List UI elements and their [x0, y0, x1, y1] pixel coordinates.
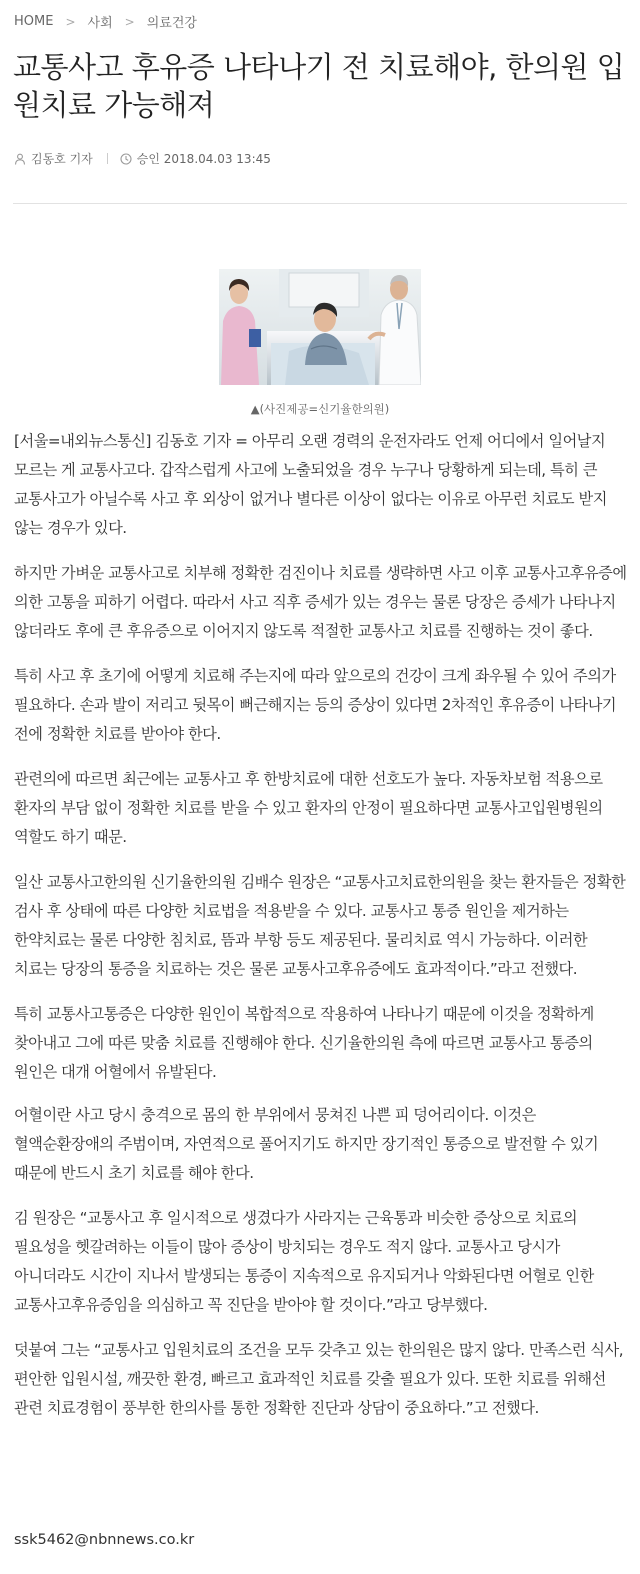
photo-caption: ▲(사진제공=신기율한의원): [250, 402, 390, 416]
author-name: 김동호 기자: [31, 152, 93, 166]
article-paragraph: 특히 사고 후 초기에 어떻게 치료해 주는지에 따라 앞으로의 건강이 크게 좌우될 수 있어 주의가 필요하다. 손과 발이 저리고 뒷목이 뻐근해지는 등의 증상이 있다면 2차적인 후유증이 나타나기 전에 정확한 치료를 받아야 한다.: [14, 667, 617, 743]
article-title: 교통사고 후유증 나타나기 전 치료해야, 한의원 입원치료 가능해져: [13, 50, 625, 122]
person-icon: [14, 153, 26, 165]
chevron-right-icon: >: [65, 14, 76, 29]
article-body: [14, 427, 627, 1439]
chevron-right-icon: >: [124, 14, 135, 29]
article-paragraph: 김 원장은 “교통사고 후 일시적으로 생겼다가 사라지는 근육통과 비슷한 증상으로 치료의 필요성을 헷갈려하는 이들이 많아 증상이 방치되는 경우도 적지 않다. 교통사고 당시가 아니더라도 시간이 지나서 발생되는 통증이 지속적으로 유지되거나 악화된다면 어혈로 인한 교통사고후유증임을 의심하고 꼭 진단을 받아야 할 것이다.”라고 당부했다.: [14, 1209, 594, 1314]
clock-icon: [120, 153, 132, 165]
article-paragraph: 관련의에 따르면 최근에는 교통사고 후 한방치료에 대한 선호도가 높다. 자동차보험 적용으로 환자의 부담 없이 정확한 치료를 받을 수 있고 환자의 안정이 필요하다면 교통사고입원병원의 역할도 하기 때문.: [14, 770, 603, 846]
author-email[interactable]: ssk5462@nbnnews.co.kr: [14, 1532, 195, 1548]
article-paragraph: 하지만 가벼운 교통사고로 치부해 정확한 검진이나 치료를 생략하면 사고 이후 교통사고후유증에 의한 고통을 피하기 어렵다. 따라서 사고 직후 증세가 있는 경우는 물론 당장은 증세가 나타나지 않더라도 후에 큰 후유증으로 이어지지 않도록 적절한 교통사고 치료를 진행하는 것이 좋다.: [14, 564, 627, 640]
breadcrumb-society[interactable]: 사회: [87, 16, 113, 31]
header-divider: [13, 203, 627, 204]
article-paragraph: 덧붙여 그는 “교통사고 입원치료의 조건을 모두 갖추고 있는 한의원은 많지 않다. 만족스런 식사, 편안한 입원시설, 깨끗한 환경, 빠르고 효과적인 치료를 갖출 필요가 있다. 또한 치료를 위해선 관련 치료경험이 풍부한 한의사를 통한 정확한 진단과 상담이 중요하다.”고 전했다.: [14, 1341, 624, 1417]
article-photo: [219, 269, 421, 385]
breadcrumb-health[interactable]: 의료건강: [146, 16, 197, 31]
article-paragraph: 특히 교통사고통증은 다양한 원인이 복합적으로 작용하여 나타나기 때문에 이것을 정확하게 찾아내고 그에 따른 맞춤 치료를 진행해야 한다. 신기율한의원 측에 따르면 교통사고 통증의 원인은 대개 어혈에서 유발된다.: [14, 1005, 594, 1081]
breadcrumb-home[interactable]: HOME: [14, 14, 54, 29]
breadcrumb: [14, 12, 197, 31]
article-byline: [14, 150, 271, 167]
article-paragraph: 어혈이란 사고 당시 충격으로 몸의 한 부위에서 뭉쳐진 나쁜 피 덩어리이다. 이것은 혈액순환장애의 주범이며, 자연적으로 풀어지기도 하지만 장기적인 통증으로 발전할 수 있기 때문에 반드시 초기 치료를 해야 한다.: [14, 1106, 599, 1182]
article-paragraph: 일산 교통사고한의원 신기율한의원 김배수 원장은 “교통사고치료한의원을 찾는 환자들은 정확한 검사 후 상태에 따른 다양한 치료법을 적용받을 수 있다. 교통사고 통증 원인을 제거하는 한약치료는 물론 다양한 침치료, 뜸과 부항 등도 제공된다. 물리치료 역시 가능하다. 이러한 치료는 당장의 통증을 치료하는 것은 물론 교통사고후유증에도 효과적이다.”라고 전했다.: [14, 873, 626, 978]
approved-timestamp: 승인 2018.04.03 13:45: [136, 152, 271, 166]
byline-divider: [107, 153, 108, 164]
article-paragraph: [서울=내외뉴스통신] 김동호 기자 = 아무리 오랜 경력의 운전자라도 언제 어디에서 일어날지 모르는 게 교통사고다. 갑작스럽게 사고에 노출되었을 경우 누구나 당황하게 되는데, 특히 큰 교통사고가 아닐수록 사고 후 외상이 없거나 별다른 이상이 없다는 이유로 아무런 치료도 받지 않는 경우가 있다.: [14, 432, 607, 537]
